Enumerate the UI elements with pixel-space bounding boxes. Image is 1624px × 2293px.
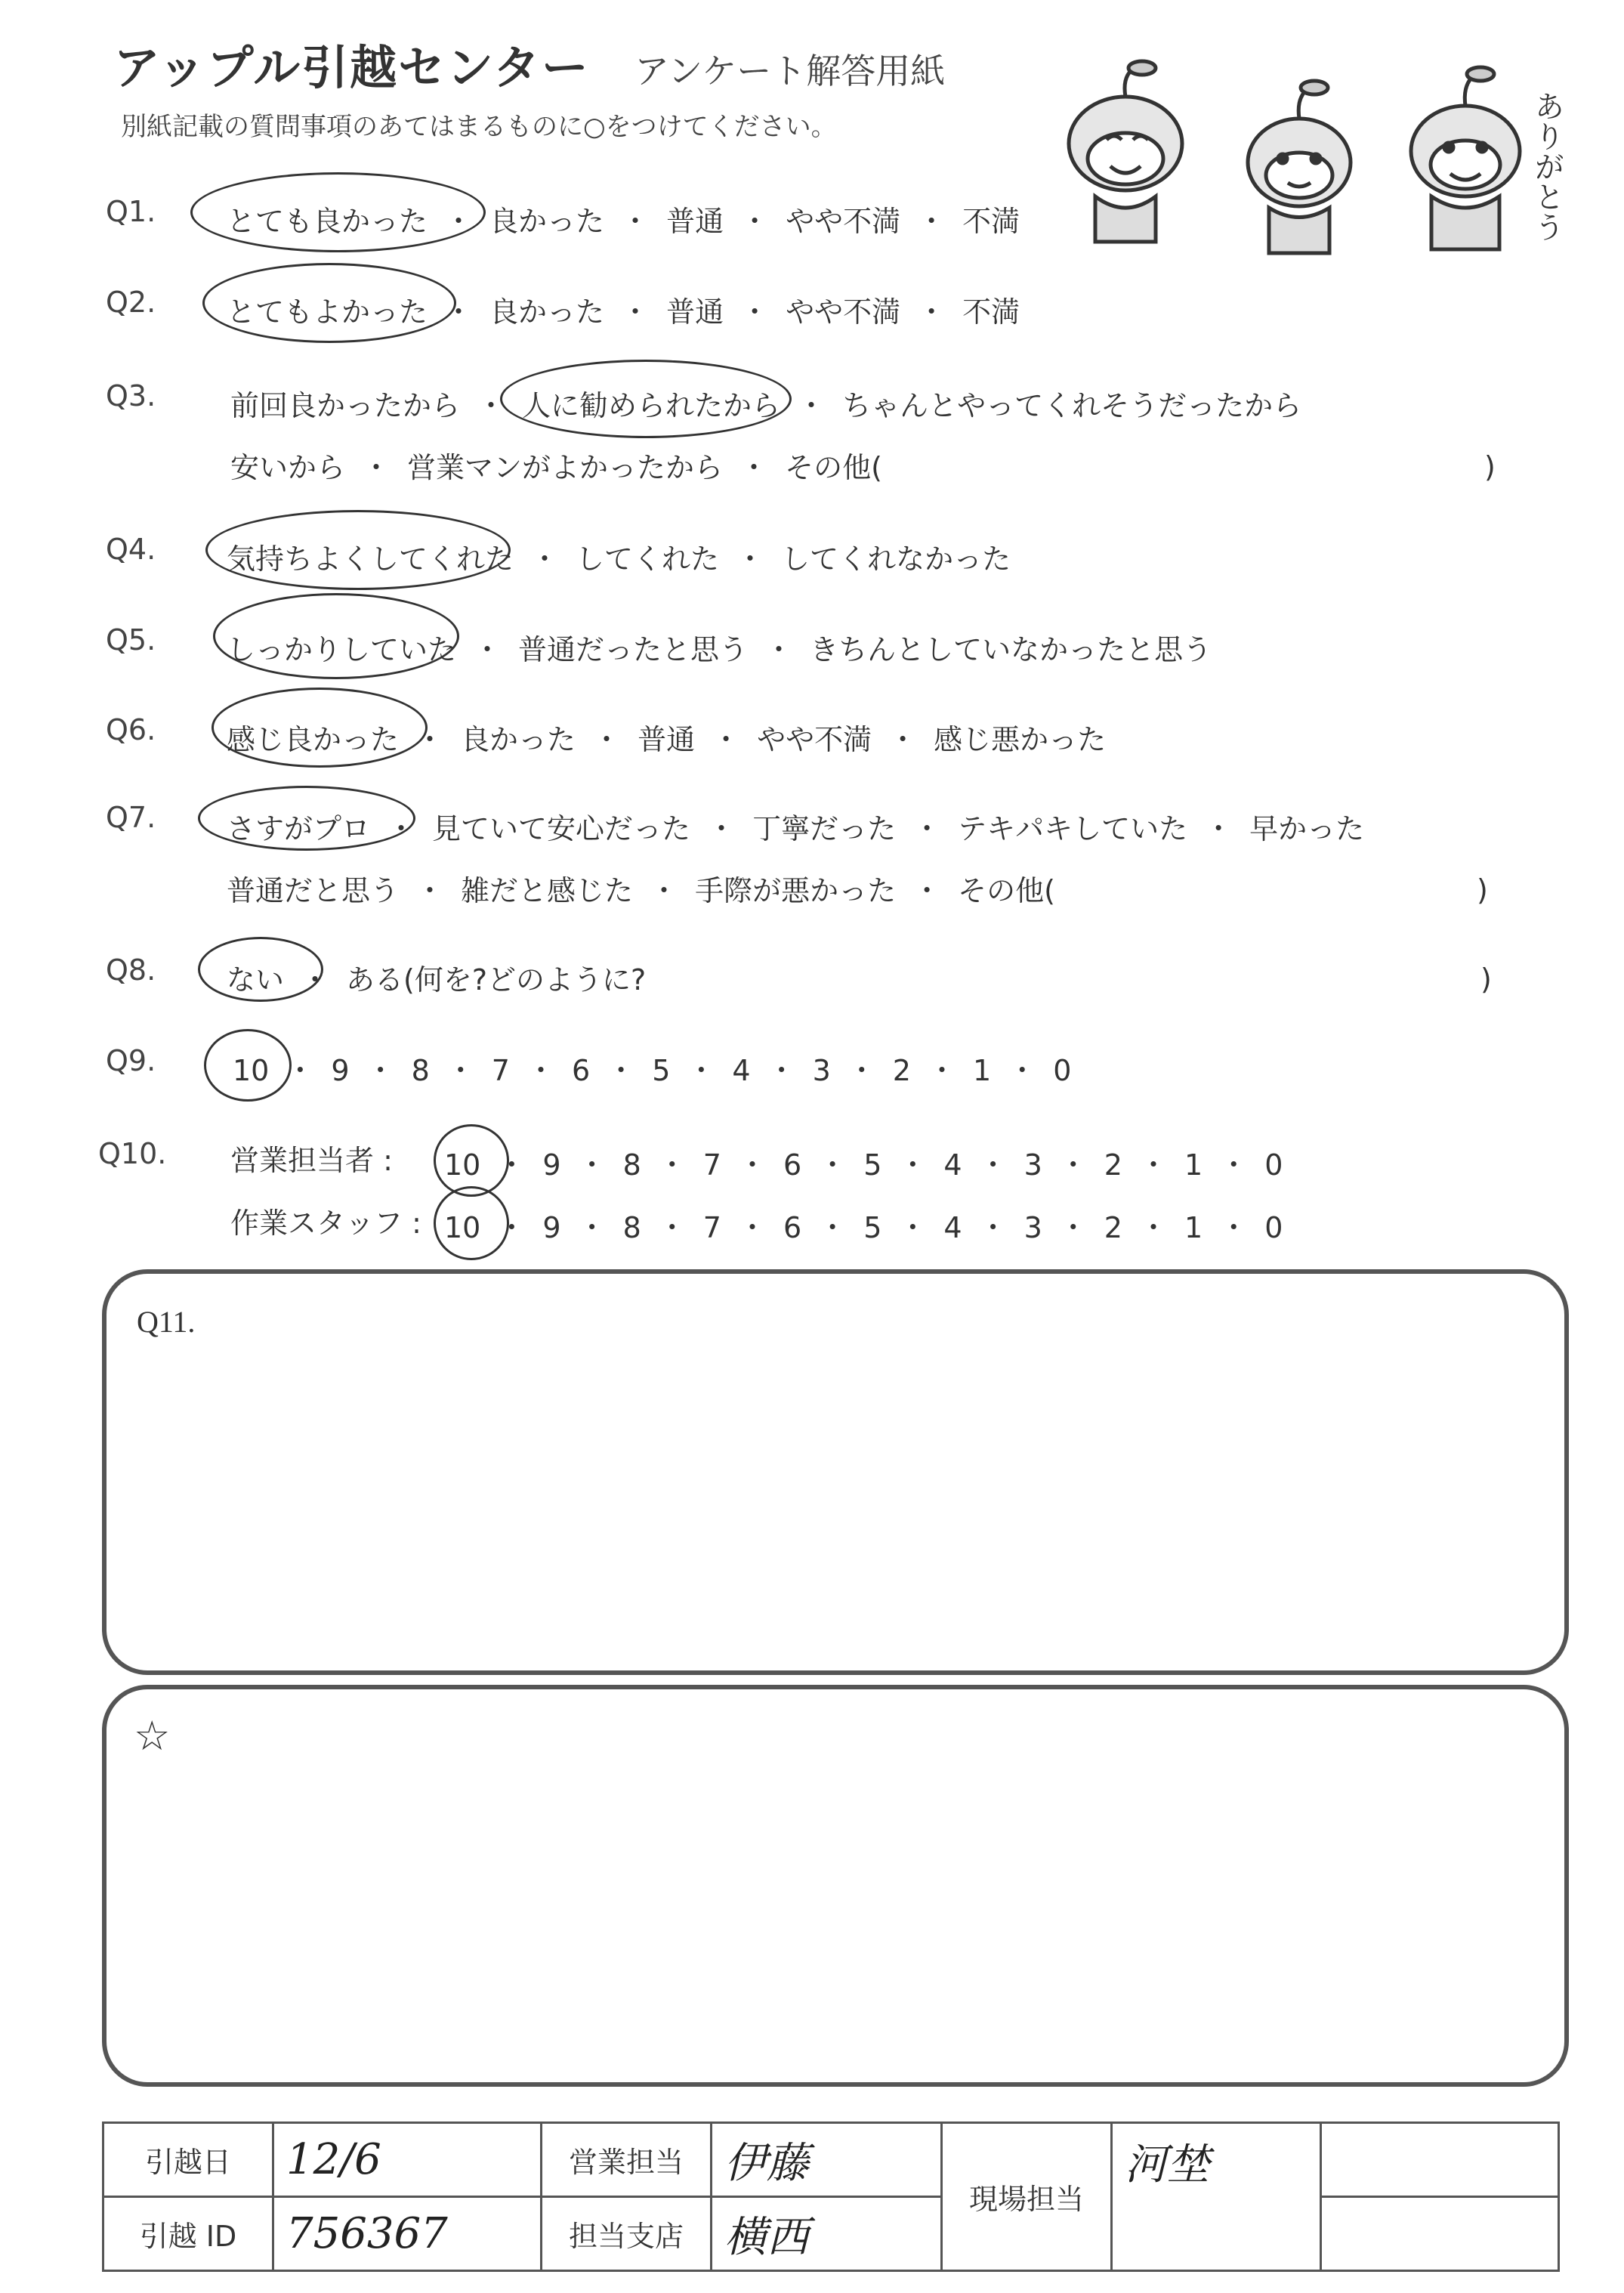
q6-options: 感じ良かった ・ 良かった ・ 普通 ・ やや不満 ・ 感じ悪かった	[227, 723, 1107, 756]
q5-label: Q5.	[106, 623, 156, 657]
q4-option-3[interactable]: してくれなかった	[781, 542, 1011, 576]
q5-selection-circle	[213, 593, 459, 679]
q6-option-4[interactable]: やや不満	[757, 723, 872, 756]
q10-staff-separator: ・	[1219, 1211, 1249, 1244]
q10-sales-separator: ・	[497, 1148, 526, 1182]
q10-staff-separator: ・	[577, 1211, 607, 1244]
q10-staff-score-0[interactable]: 0	[1264, 1211, 1283, 1244]
q10-sales-score-4[interactable]: 4	[943, 1148, 962, 1182]
q7-option-2[interactable]: 見ていて安心だった	[432, 812, 691, 845]
q10-sales-separator: ・	[577, 1148, 607, 1182]
q1-option-4[interactable]: やや不満	[786, 205, 901, 238]
q5-option-1[interactable]: しっかりしていた	[227, 633, 457, 666]
q4-options: 気持ちよくしてくれた ・ してくれた ・ してくれなかった	[227, 542, 1011, 576]
q9-separator: ・	[607, 1054, 636, 1087]
q10-sales-score-6[interactable]: 6	[783, 1148, 802, 1182]
q9-score-7[interactable]: 7	[491, 1054, 510, 1087]
q10-staff-score-4[interactable]: 4	[943, 1211, 962, 1244]
q10-staff-selection-circle	[434, 1186, 509, 1260]
q6-selection-circle	[211, 688, 428, 768]
q10-staff-separator: ・	[818, 1211, 848, 1244]
q10-sales-scale	[444, 1142, 1283, 1183]
q3-option-6[interactable]: その他(	[785, 451, 882, 484]
q9-separator: ・	[446, 1054, 475, 1087]
q10-label: Q10.	[98, 1137, 167, 1170]
move-date-value[interactable]: 12/6	[273, 2123, 542, 2197]
q7-close-paren: )	[1477, 873, 1488, 907]
q9-score-0[interactable]: 0	[1053, 1054, 1072, 1087]
q9-score-5[interactable]: 5	[652, 1054, 671, 1087]
q9-score-10[interactable]: 10	[233, 1054, 270, 1087]
q1-option-3[interactable]: 普通	[666, 205, 724, 238]
q6-option-3[interactable]: 普通	[638, 723, 696, 756]
sales-value[interactable]: 伊藤	[712, 2123, 942, 2197]
q9-separator: ・	[927, 1054, 956, 1087]
q4-label: Q4.	[106, 533, 156, 566]
q9-separator: ・	[847, 1054, 876, 1087]
branch-label: 担当支店	[542, 2197, 712, 2271]
q8-selection-circle	[198, 937, 323, 1002]
q10-sales-score-8[interactable]: 8	[622, 1148, 641, 1182]
q7-option-5[interactable]: 早かった	[1249, 812, 1365, 845]
q10-sales-score-5[interactable]: 5	[863, 1148, 882, 1182]
q4-option-1[interactable]: 気持ちよくしてくれた	[227, 542, 514, 576]
q10-staff-score-5[interactable]: 5	[863, 1211, 882, 1244]
move-id-label: 引越 ID	[103, 2197, 273, 2271]
q10-staff-separator: ・	[657, 1211, 687, 1244]
q10-sales-score-2[interactable]: 2	[1104, 1148, 1122, 1182]
q9-separator: ・	[687, 1054, 716, 1087]
q7-option-9[interactable]: その他(	[958, 874, 1055, 907]
q10-sales-separator: ・	[1219, 1148, 1249, 1182]
q7-label: Q7.	[106, 801, 156, 834]
empty-cell-top	[1321, 2123, 1559, 2197]
q9-score-2[interactable]: 2	[892, 1054, 911, 1087]
q7-options-line2: 普通だと思う ・ 雑だと感じた ・ 手際が悪かった ・ その他(	[227, 874, 1055, 907]
q10-sales-label: 営業担当者 :	[230, 1144, 393, 1177]
q9-score-6[interactable]: 6	[571, 1054, 591, 1087]
q10-sales-separator: ・	[978, 1148, 1008, 1182]
q10-sales-score-1[interactable]: 1	[1184, 1148, 1203, 1182]
q10-sales-score-3[interactable]: 3	[1023, 1148, 1042, 1182]
q2-option-4[interactable]: やや不満	[786, 295, 901, 329]
q4-selection-circle	[205, 510, 511, 590]
q10-sales-score-9[interactable]: 9	[542, 1148, 561, 1182]
q2-label: Q2.	[106, 286, 156, 319]
q10-staff-separator: ・	[497, 1211, 526, 1244]
q10-staff-score-10[interactable]: 10	[444, 1211, 481, 1244]
q11-answer-box[interactable]	[102, 1269, 1569, 1675]
q3-option-2[interactable]: 人に勧められたから	[522, 389, 781, 422]
q3-close-paren: )	[1484, 450, 1496, 484]
q2-selection-circle	[202, 263, 456, 343]
q10-sales-separator: ・	[737, 1148, 767, 1182]
q5-option-3[interactable]: きちんとしていなかったと思う	[810, 633, 1212, 666]
q1-option-1[interactable]: とても良かった	[227, 205, 428, 238]
q3-option-5[interactable]: 営業マンがよかったから	[407, 451, 724, 484]
q4-option-2[interactable]: してくれた	[576, 542, 720, 576]
empty-cell-bottom	[1321, 2197, 1559, 2271]
q1-option-2[interactable]: 良かった	[489, 205, 605, 238]
q9-separator: ・	[286, 1054, 315, 1087]
q10-staff-score-2[interactable]: 2	[1104, 1211, 1122, 1244]
q9-score-4[interactable]: 4	[732, 1054, 751, 1087]
q7-selection-circle	[198, 786, 415, 851]
q10-staff-score-6[interactable]: 6	[783, 1211, 802, 1244]
q2-option-1[interactable]: とてもよかった	[227, 295, 428, 329]
q10-staff-separator: ・	[1138, 1211, 1168, 1244]
q3-label: Q3.	[106, 379, 156, 413]
q10-sales-score-7[interactable]: 7	[702, 1148, 721, 1182]
q7-option-4[interactable]: テキパキしていた	[958, 812, 1188, 845]
q10-staff-separator: ・	[737, 1211, 767, 1244]
move-date-label: 引越日	[103, 2123, 273, 2197]
q9-selection-circle	[204, 1029, 292, 1102]
q10-staff-score-7[interactable]: 7	[702, 1211, 721, 1244]
page-subtitle: アンケート解答用紙	[634, 51, 946, 91]
q10-staff-label: 作業スタッフ :	[230, 1207, 421, 1240]
q7-options-line1: さすがプロ ・ 見ていて安心だった ・ 丁寧だった ・ テキパキしていた ・ 早かった	[227, 812, 1365, 845]
q9-scale	[233, 1047, 1071, 1089]
q9-score-8[interactable]: 8	[411, 1054, 430, 1087]
q1-selection-circle	[190, 172, 486, 252]
q2-options: とてもよかった ・ 良かった ・ 普通 ・ やや不満 ・ 不満	[227, 295, 1020, 329]
q5-option-2[interactable]: 普通だったと思う	[518, 633, 749, 666]
q10-staff-score-9[interactable]: 9	[542, 1211, 561, 1244]
q7-option-3[interactable]: 丁寧だった	[752, 812, 897, 845]
thanks-text: ありがとう	[1530, 91, 1564, 242]
q5-options: しっかりしていた ・ 普通だったと思う ・ きちんとしていなかったと思う	[227, 633, 1212, 666]
q6-label: Q6.	[106, 713, 156, 746]
q7-option-8[interactable]: 手際が悪かった	[695, 874, 897, 907]
q3-selection-circle	[500, 360, 792, 438]
q9-separator: ・	[526, 1054, 555, 1087]
q7-option-6[interactable]: 普通だと思う	[227, 874, 400, 907]
site-value[interactable]: 河埜	[1112, 2123, 1321, 2271]
star-icon: ☆	[134, 1714, 171, 1759]
q10-sales-score-0[interactable]: 0	[1264, 1148, 1283, 1182]
q6-option-2[interactable]: 良かった	[461, 723, 576, 756]
q9-separator: ・	[767, 1054, 796, 1087]
q10-staff-score-1[interactable]: 1	[1184, 1211, 1203, 1244]
q8-option-1[interactable]: ない	[227, 963, 285, 997]
q3-option-3[interactable]: ちゃんとやってくれそうだったから	[842, 389, 1302, 422]
q10-staff-separator: ・	[898, 1211, 928, 1244]
q10-sales-separator: ・	[898, 1148, 928, 1182]
move-id-value[interactable]: 756367	[273, 2197, 542, 2271]
monkey-mascots-illustration	[1042, 45, 1586, 264]
page-title: アップル引越センター	[113, 40, 590, 95]
q3-option-4[interactable]: 安いから	[230, 451, 346, 484]
q10-sales-score-10[interactable]: 10	[444, 1148, 481, 1182]
q8-options: ない ・ ある(何を?どのように?	[227, 963, 647, 997]
instruction-text: 別紙記載の質問事項のあてはまるものに○をつけてください。	[121, 112, 837, 142]
q2-option-2[interactable]: 良かった	[489, 295, 605, 329]
q10-sales-separator: ・	[657, 1148, 687, 1182]
footer-info-table	[102, 2121, 1560, 2272]
q8-close-paren: )	[1480, 963, 1492, 996]
q10-staff-score-8[interactable]: 8	[622, 1211, 641, 1244]
q10-staff-separator: ・	[1058, 1211, 1088, 1244]
q6-option-5[interactable]: 感じ悪かった	[934, 723, 1107, 756]
q10-staff-score-3[interactable]: 3	[1023, 1211, 1042, 1244]
branch-value[interactable]: 横西	[712, 2197, 942, 2271]
q8-option-2[interactable]: ある(何を?どのように?	[346, 963, 647, 997]
q10-sales-separator: ・	[818, 1148, 848, 1182]
q8-label: Q8.	[106, 953, 156, 987]
q3-options-line1: 前回良かったから ・ 人に勧められたから ・ ちゃんとやってくれそうだったから	[230, 389, 1302, 422]
site-label: 現場担当	[942, 2123, 1112, 2271]
q9-score-1[interactable]: 1	[973, 1054, 992, 1087]
q9-label: Q9.	[106, 1044, 156, 1077]
star-answer-box[interactable]	[102, 1685, 1569, 2087]
q9-score-3[interactable]: 3	[812, 1054, 831, 1087]
sales-label: 営業担当	[542, 2123, 712, 2197]
q2-option-5[interactable]: 不満	[962, 295, 1020, 329]
q6-option-1[interactable]: 感じ良かった	[227, 723, 400, 756]
q1-options: とても良かった ・ 良かった ・ 普通 ・ やや不満 ・ 不満	[227, 205, 1020, 238]
q7-option-1[interactable]: さすがプロ	[227, 812, 371, 845]
q2-option-3[interactable]: 普通	[666, 295, 724, 329]
q10-sales-separator: ・	[1058, 1148, 1088, 1182]
q10-sales-separator: ・	[1138, 1148, 1168, 1182]
q1-label: Q1.	[106, 195, 156, 228]
q3-option-1[interactable]: 前回良かったから	[230, 389, 461, 422]
q3-options-line2: 安いから ・ 営業マンがよかったから ・ その他(	[230, 451, 882, 484]
q10-staff-scale	[444, 1204, 1283, 1246]
q9-separator: ・	[1008, 1054, 1037, 1087]
q11-label: Q11.	[137, 1305, 196, 1339]
q7-option-7[interactable]: 雑だと感じた	[461, 874, 634, 907]
q10-staff-separator: ・	[978, 1211, 1008, 1244]
q9-score-9[interactable]: 9	[331, 1054, 350, 1087]
q1-option-5[interactable]: 不満	[962, 205, 1020, 238]
q9-separator: ・	[366, 1054, 395, 1087]
